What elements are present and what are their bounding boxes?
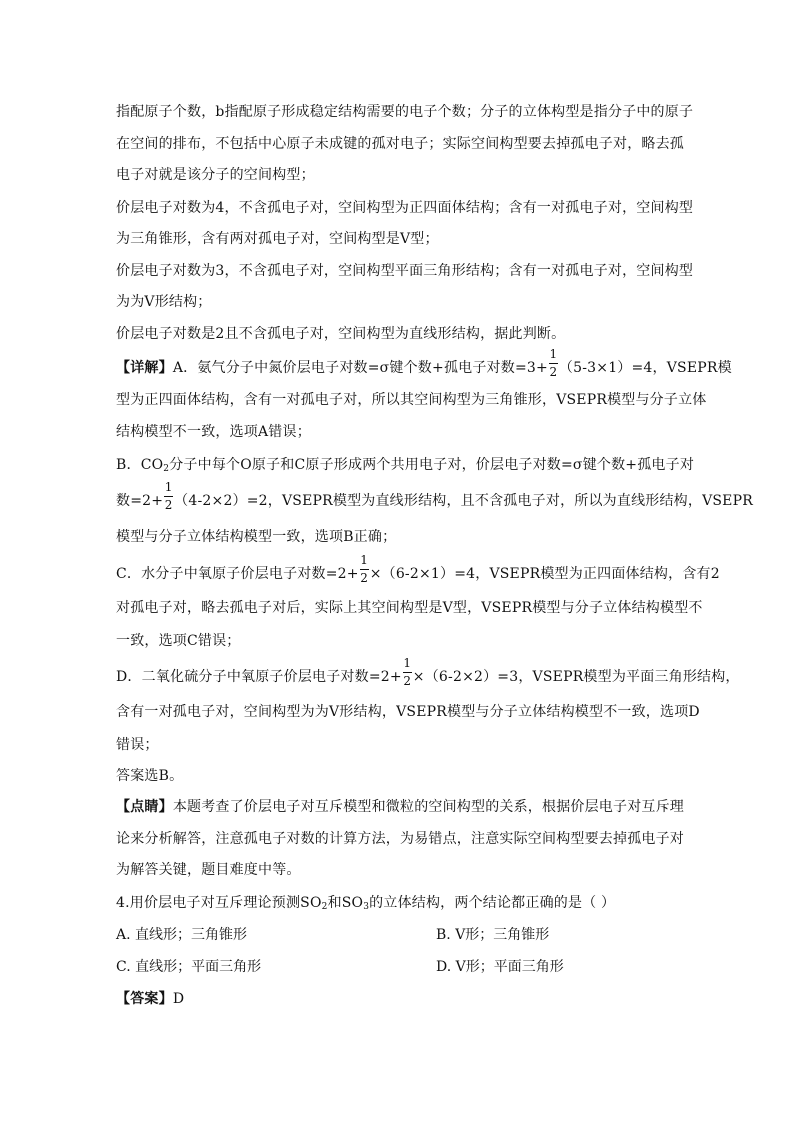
detail-option-d-line-3: 错误； <box>116 737 159 753</box>
question-text: 4.用价层电子对互斥理论预测SO <box>116 895 322 911</box>
detail-d-text-end: ×（6-2×2）=3，VSEPR模型为平面三角形结构， <box>412 669 740 685</box>
fraction-denominator: 2 <box>403 674 412 688</box>
detail-b2-text-end: （4-2×2）=2，VSEPR模型为直线形结构，且不含孤电子对，所以为直线形结构，VSEPR <box>174 493 753 509</box>
option-b: B. V形；三角锥形 <box>436 927 550 943</box>
fraction-bar <box>403 672 412 673</box>
comment-line-3: 为解答关键，题目难度中等。 <box>116 862 301 878</box>
detail-option-a-line-3: 结构模型不一致，选项A错误； <box>116 424 311 440</box>
option-c: C. 直线形；平面三角形 <box>116 959 262 975</box>
answer-line <box>116 989 682 1009</box>
detail-option-a-line-1 <box>116 347 732 379</box>
detail-option-c-line-3: 一致，选项C错误； <box>116 633 241 649</box>
fraction-bar <box>549 363 558 364</box>
so3-subscript: 3 <box>363 902 370 912</box>
fraction-numerator: 1 <box>164 480 173 494</box>
so2-subscript: 2 <box>321 902 328 912</box>
question-text-end: 的立体结构，两个结论都正确的是（ ） <box>369 895 616 911</box>
detail-a-text: A．氨气分子中氮价层电子对数=σ键个数+孤电子对数=3+ <box>172 360 548 376</box>
detail-option-a-line-2: 型为正四面体结构，含有一对孤电子对，所以其空间构型为三角锥形，VSEPR模型与分子立体 <box>116 392 707 408</box>
comment-line-1 <box>116 797 685 817</box>
detail-option-c-line-1 <box>116 553 720 585</box>
detail-b2-text: 数=2+ <box>116 493 164 509</box>
detail-option-b-line-3: 模型与分子立体结构模型一致，选项B正确； <box>116 529 397 545</box>
detail-b-text: B．CO <box>116 457 164 473</box>
detail-c-text: C．水分子中氧原子价层电子对数=2+ <box>116 566 359 582</box>
analysis-line-2: 在空间的排布，不包括中心原子未成键的孤对电子；实际空间构型要去掉孤电子对，略去孤 <box>116 136 684 152</box>
fraction-numerator: 1 <box>360 553 369 567</box>
option-d: D. V形；平面三角形 <box>436 959 564 975</box>
analysis-line-6: 价层电子对数为3，不含孤电子对，空间构型平面三角形结构；含有一对孤电子对，空间构型 <box>116 263 694 279</box>
analysis-line-4: 价层电子对数为4，不含孤电子对，空间构型为正四面体结构；含有一对孤电子对，空间构型 <box>116 200 694 216</box>
fraction-bar <box>164 496 173 497</box>
detail-d-text: D．二氧化硫分子中氧原子价层电子对数=2+ <box>116 669 402 685</box>
comment-line-2: 论来分析解答，注意孤电子对数的计算方法，为易错点，注意实际空间构型要去掉孤电子对 <box>116 831 684 847</box>
question-stem <box>116 893 682 913</box>
detail-option-b-line-2 <box>116 480 753 512</box>
analysis-line-1: 指配原子个数，b指配原子形成稳定结构需要的电子个数；分子的立体构型是指分子中的原子 <box>116 104 694 120</box>
detail-tag: 【详解】 <box>116 360 173 376</box>
analysis-line-5: 为三角锥形，含有两对孤电子对，空间构型是V型； <box>116 231 439 247</box>
answer-tag: 【答案】 <box>116 991 173 1007</box>
comment-text: 本题考查了价层电子对互斥模型和微粒的空间构型的关系，根据价层电子对互斥理 <box>172 799 685 815</box>
analysis-line-8: 价层电子对数是2且不含孤电子对，空间构型为直线形结构，据此判断。 <box>116 326 566 342</box>
detail-b-text-end: 分子中每个O原子和C原子形成两个共用电子对，价层电子对数=σ键个数+孤电子对 <box>169 457 695 473</box>
fraction-one-half <box>164 480 173 512</box>
fraction-numerator: 1 <box>549 347 558 361</box>
answer-value: D <box>172 991 185 1007</box>
co2-subscript: 2 <box>163 464 170 474</box>
fraction-one-half <box>549 347 558 379</box>
detail-answer: 答案选B。 <box>116 768 184 784</box>
fraction-denominator: 2 <box>549 365 558 379</box>
fraction-bar <box>360 569 369 570</box>
fraction-one-half <box>360 553 369 585</box>
option-a: A. 直线形；三角锥形 <box>116 927 248 943</box>
fraction-denominator: 2 <box>164 498 173 512</box>
fraction-one-half <box>403 656 412 688</box>
detail-option-d-line-2: 含有一对孤电子对，空间构型为为V形结构，VSEPR模型与分子立体结构模型不一致，选项D <box>116 704 700 720</box>
analysis-line-3: 电子对就是该分子的空间构型； <box>116 167 315 183</box>
question-text-mid: 和SO <box>327 895 364 911</box>
detail-option-b-line-1 <box>116 455 695 475</box>
detail-option-c-line-2: 对孤电子对，略去孤电子对后，实际上其空间构型是V型，VSEPR模型与分子立体结构模型不 <box>116 600 703 616</box>
analysis-line-7: 为为V形结构； <box>116 294 212 310</box>
comment-tag: 【点睛】 <box>116 799 173 815</box>
fraction-denominator: 2 <box>360 571 369 585</box>
detail-a-text-end: （5-3×1）=4，VSEPR模 <box>558 360 732 376</box>
detail-option-d-line-1 <box>116 656 740 688</box>
fraction-numerator: 1 <box>403 656 412 670</box>
detail-c-text-end: ×（6-2×1）=4，VSEPR模型为正四面体结构，含有2 <box>369 566 720 582</box>
